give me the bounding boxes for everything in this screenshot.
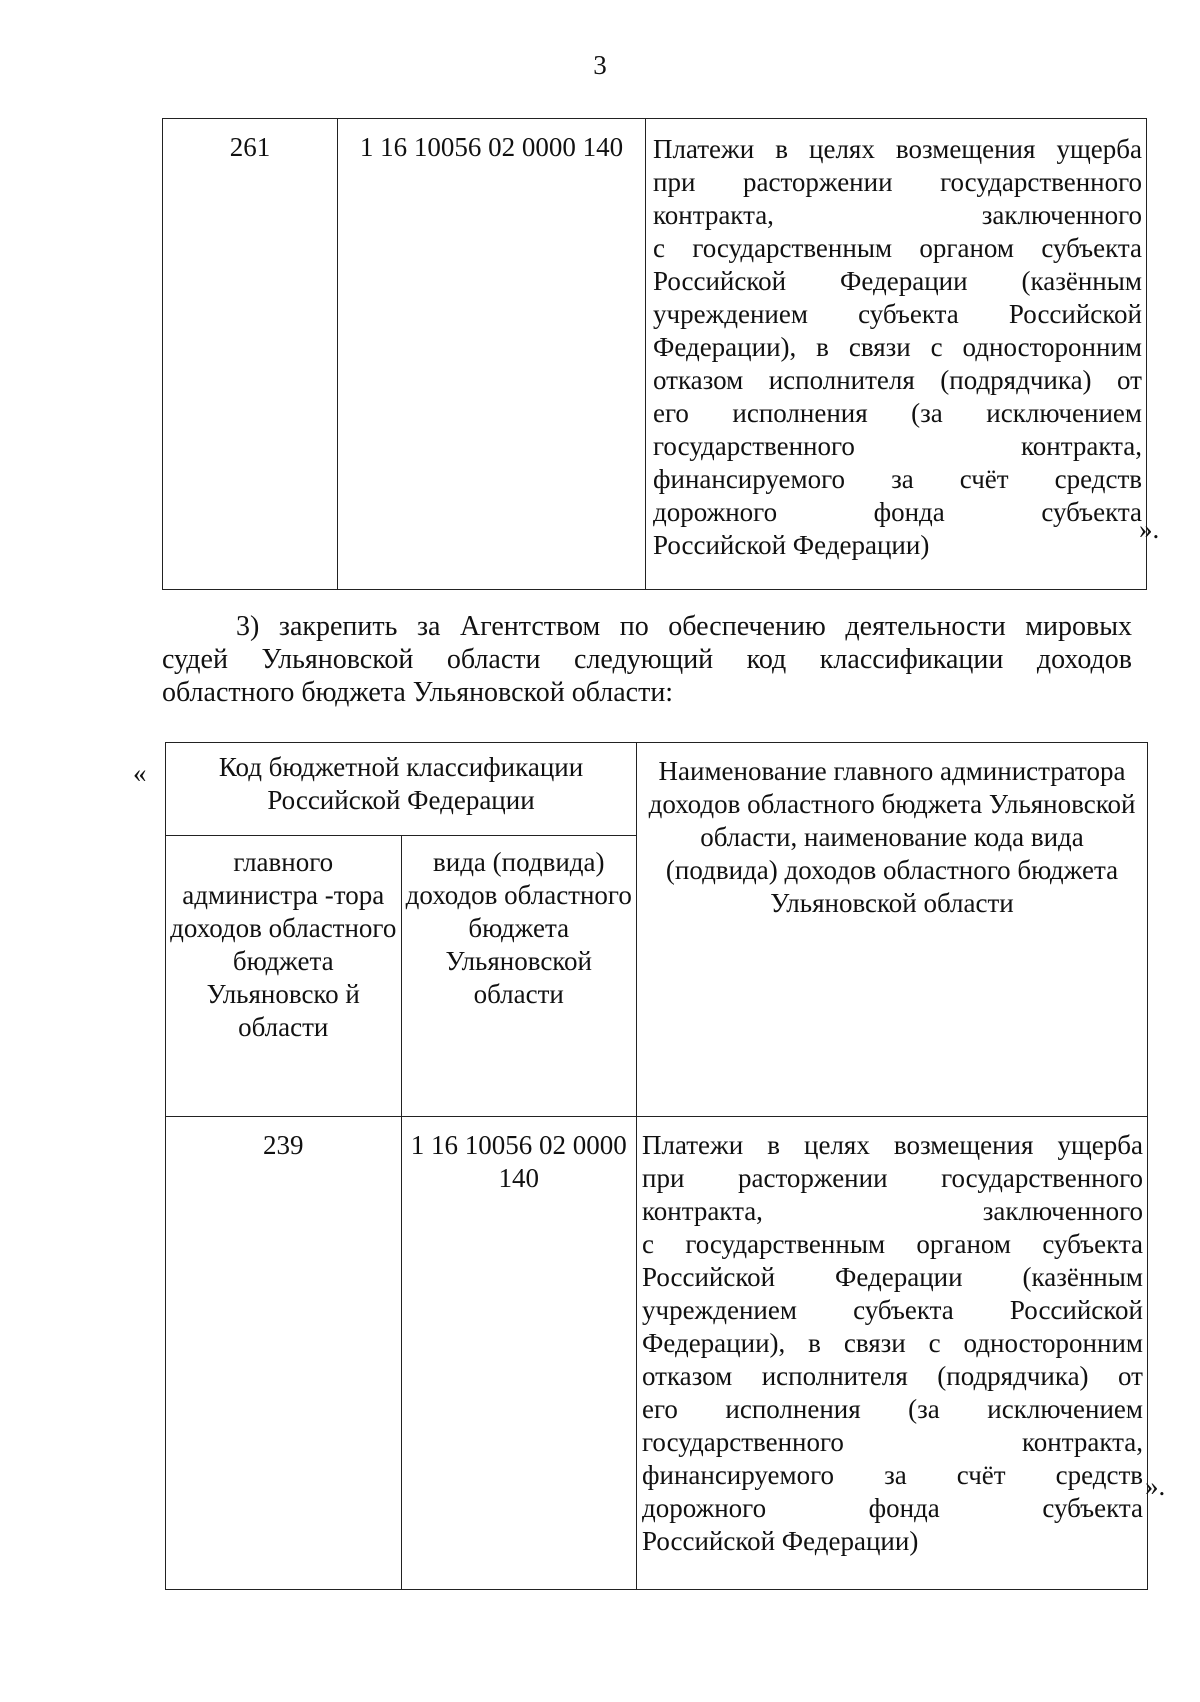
income-description-cell: [637, 1117, 1148, 1590]
description-line: финансируемого за счёт средств: [642, 1460, 1143, 1490]
description-line: государственного контракта,: [653, 431, 1142, 461]
description-line: при расторжении государственного: [642, 1163, 1143, 1193]
paragraph-line: областного бюджета Ульяновской области:: [162, 677, 674, 708]
description-line: Платежи в целях возмещения ущерба: [653, 134, 1142, 164]
admin-code-cell: 239: [166, 1117, 402, 1590]
description-line: Российской Федерации): [653, 530, 930, 560]
table-agency-261: [162, 118, 1147, 590]
table-row: [166, 1117, 1148, 1590]
income-description-cell: [646, 119, 1147, 590]
description-line: финансируемого за счёт средств: [653, 464, 1142, 494]
page-number: 3: [593, 50, 607, 80]
description-line: учреждением субъекта Российской: [653, 299, 1142, 329]
income-code-cell: 1 16 10056 02 0000 140: [338, 119, 646, 590]
admin-code-cell: 261: [163, 119, 338, 590]
description-line: с государственным органом субъекта: [653, 233, 1142, 263]
body-paragraph: [162, 610, 1132, 709]
description-line: Российской Федерации): [642, 1526, 919, 1556]
header-main-administrator: главного администра -тора доходов областного бюджета Ульяновско й области: [166, 836, 402, 1117]
income-description: [642, 1129, 1143, 1558]
description-line: Федерации), в связи с односторонним: [642, 1328, 1143, 1358]
description-line: Российской Федерации (казённым: [642, 1262, 1143, 1292]
description-line: дорожного фонда субъекта: [642, 1493, 1143, 1523]
description-line: отказом исполнителя (подрядчика) от: [653, 365, 1142, 395]
description-line: государственного контракта,: [642, 1427, 1143, 1457]
description-line: контракта, заключенного: [642, 1196, 1143, 1226]
description-line: с государственным органом субъекта: [642, 1229, 1143, 1259]
header-row: [166, 743, 1148, 836]
description-line: Платежи в целях возмещения ущерба: [642, 1130, 1143, 1160]
description-line: контракта, заключенного: [653, 200, 1142, 230]
description-line: учреждением субъекта Российской: [642, 1295, 1143, 1325]
table-row: [163, 119, 1147, 590]
header-budget-classification: Код бюджетной классификации Российской Федерации: [166, 743, 637, 836]
header-administrator-name: Наименование главного администратора доходов областного бюджета Ульяновской области, наименование кода вида (подвида) доходов областного бюджета Ульяновской области: [637, 743, 1148, 1117]
closing-quote: ».: [1139, 514, 1160, 544]
description-line: Российской Федерации (казённым: [653, 266, 1142, 296]
description-line: при расторжении государственного: [653, 167, 1142, 197]
paragraph-line: 3) закрепить за Агентством по обеспечению деятельности мировых: [236, 611, 1132, 642]
paragraph-line: судей Ульяновской области следующий код классификации доходов: [162, 644, 1132, 675]
description-line: дорожного фонда субъекта: [653, 497, 1142, 527]
table-agency-239: [165, 742, 1148, 1590]
opening-quote: «: [133, 758, 147, 788]
description-line: его исполнения (за исключением: [642, 1394, 1143, 1424]
description-line: его исполнения (за исключением: [653, 398, 1142, 428]
description-line: отказом исполнителя (подрядчика) от: [642, 1361, 1143, 1391]
description-line: Федерации), в связи с односторонним: [653, 332, 1142, 362]
income-code-cell: 1 16 10056 02 0000 140: [401, 1117, 637, 1590]
income-description: [653, 133, 1142, 562]
closing-quote: ».: [1145, 1471, 1166, 1501]
header-income-type: вида (подвида) доходов областного бюджета Ульяновской области: [401, 836, 637, 1117]
